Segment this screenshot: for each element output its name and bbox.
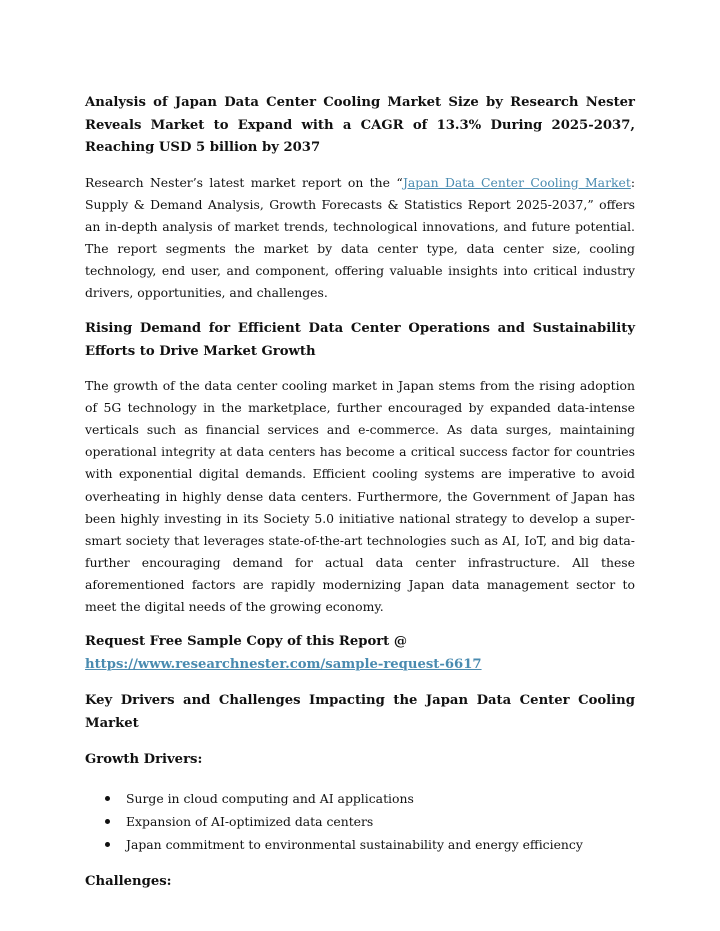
list-item [85,833,635,856]
sample-request-block [85,631,635,676]
section-heading: Rising Demand for Efficient Data Center Operations and Sustainability Efforts to Drive Market Growth [85,321,635,359]
bullet-icon [105,796,110,801]
list-item-text: Surge in cloud computing and AI applications [126,790,414,806]
document-page [85,92,635,893]
intro-text-after-link: : Supply & Demand Analysis, Growth Forecasts & Statistics Report 2025-2037,” offers an in-depth analysis of market trends, technological innovations, and future potential. The report segments the market by data center type, data center size, cooling technology, end user, and component, offering valuable insights into critical industry drivers, opportunities, and challenges. [85,174,636,300]
sample-request-label: Request Free Sample Copy of this Report @ [85,634,408,650]
intro-text-before-link: Research Nester’s latest market report on the “ [85,174,403,190]
sample-request-link[interactable]: https://www.researchnester.com/sample-request-6617 [85,656,482,672]
intro-paragraph [85,172,635,305]
list-item-text: Japan commitment to environmental sustainability and energy efficiency [126,836,583,852]
drivers-heading: Key Drivers and Challenges Impacting the Japan Data Center Cooling Market [85,693,635,731]
list-item-text: Expansion of AI-optimized data centers [126,813,374,829]
list-item [85,810,635,833]
body-paragraph: The growth of the data center cooling market in Japan stems from the rising adoption of 5G technology in the marketplace, further encouraged by expanded data-intense verticals such as financial services and e-commerce. As data surges, maintaining operational integrity at data centers has become a critical success factor for countries with exponential digital demands. Efficient cooling systems are imperative to avoid overheating in highly dense data centers. Furthermore, the Government of Japan has been highly investing in its Society 5.0 initiative national strategy to develop a super-smart society that leverages state-of-the-art technologies such as AI, IoT, and big data-further encouraging demand for actual data center infrastructure. All these aforementioned factors are rapidly modernizing Japan data management sector to meet the digital needs of the growing economy. [85,378,635,614]
bullet-icon [105,819,110,824]
challenges-heading: Challenges: [85,873,172,889]
growth-drivers-list [85,787,635,856]
market-report-link[interactable]: Japan Data Center Cooling Market [402,174,631,190]
bullet-icon [105,842,110,847]
list-item [85,787,635,810]
growth-drivers-heading: Growth Drivers: [85,752,203,768]
document-title: Analysis of Japan Data Center Cooling Market Size by Research Nester Reveals Market to Expand with a CAGR of 13.3% During 2025-2037, Reaching USD 5 billion by 2037 [85,95,635,155]
